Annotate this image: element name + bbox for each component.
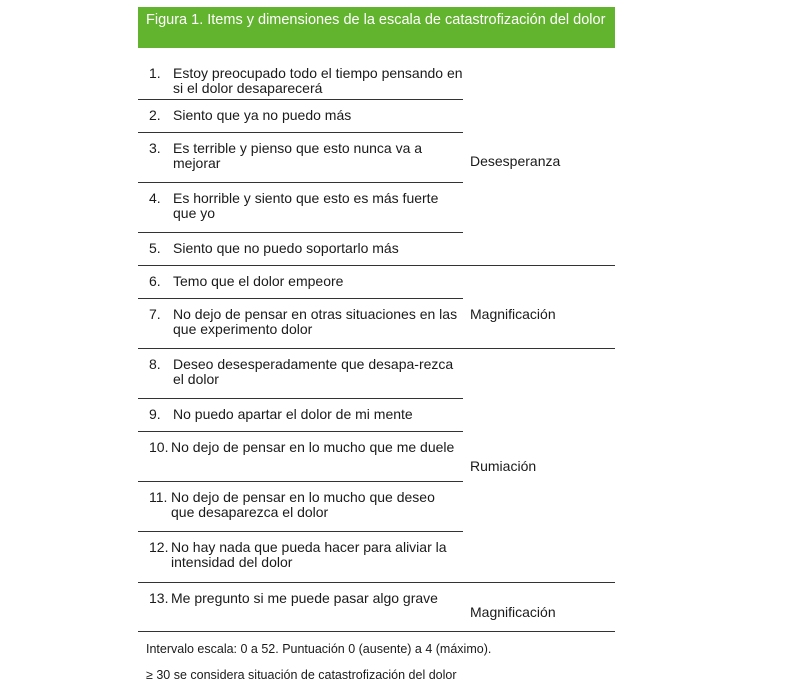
figure-title: Figura 1. Items y dimensiones de la escala de catastrofización del dolor (138, 7, 615, 48)
item-text: No dejo de pensar en otras situaciones en las que experimento dolor (173, 306, 458, 337)
item-number: 7. (149, 306, 161, 322)
table-row (138, 233, 615, 266)
footer-note: Intervalo escala: 0 a 52. Puntuación 0 (ausente) a 4 (máximo). (146, 642, 492, 656)
item-text: Me pregunto si me puede pasar algo grave (171, 590, 438, 606)
item-text: Es terrible y pienso que esto nunca va a mejorar (173, 140, 423, 171)
item-cell (138, 399, 463, 432)
item-cell (138, 133, 463, 183)
dimension-label: Desesperanza (470, 153, 561, 169)
item-number: 3. (149, 140, 161, 156)
item-cell (138, 482, 463, 532)
item-cell (138, 532, 615, 583)
items-table (138, 58, 615, 682)
item-cell (138, 432, 463, 482)
item-cell (138, 183, 463, 233)
item-number: 13. (149, 590, 169, 606)
item-number: 2. (149, 107, 161, 123)
item-text: Es horrible y siento que esto es más fuerte que yo (173, 190, 439, 221)
item-number: 1. (149, 65, 161, 81)
footer-note: ≥ 30 se considera situación de catastrofización del dolor (146, 668, 457, 682)
table-row (138, 100, 615, 133)
item-text: No dejo de pensar en lo mucho que deseo que desaparezca el dolor (171, 489, 435, 520)
item-text: No hay nada que pueda hacer para aliviar la intensidad del dolor (171, 539, 447, 570)
item-cell (138, 100, 463, 133)
item-number: 12. (149, 539, 169, 555)
item-number: 9. (149, 406, 161, 422)
dimension-label: Magnificación (470, 604, 556, 620)
item-cell (138, 233, 615, 266)
item-text: Deseo desesperadamente que desapa-rezca el dolor (173, 356, 454, 387)
dimension-label: Rumiación (470, 458, 537, 474)
item-number: 8. (149, 356, 161, 372)
table-row (138, 349, 615, 399)
table-row (138, 399, 615, 432)
item-number: 5. (149, 240, 161, 256)
item-cell (138, 266, 463, 299)
table-row (138, 58, 615, 100)
item-text: Siento que no puedo soportarlo más (173, 240, 399, 256)
item-cell (138, 58, 463, 100)
item-text: Siento que ya no puedo más (173, 107, 352, 123)
figure (138, 7, 615, 682)
item-text: No puedo apartar el dolor de mi mente (173, 406, 413, 422)
table-row (138, 432, 615, 482)
item-cell (138, 349, 463, 399)
item-number: 11. (149, 489, 168, 505)
item-number: 6. (149, 273, 161, 289)
table-row (138, 266, 615, 299)
table-row (138, 532, 615, 583)
item-number: 4. (149, 190, 161, 206)
table-row (138, 482, 615, 532)
item-text: Temo que el dolor empeore (173, 273, 344, 289)
item-number: 10. (149, 439, 169, 455)
item-text: No dejo de pensar en lo mucho que me duele (171, 439, 455, 455)
item-text: Estoy preocupado todo el tiempo pensando en si el dolor desaparecerá (173, 65, 463, 96)
dimension-label: Magnificación (470, 306, 556, 322)
table-row (138, 183, 615, 233)
